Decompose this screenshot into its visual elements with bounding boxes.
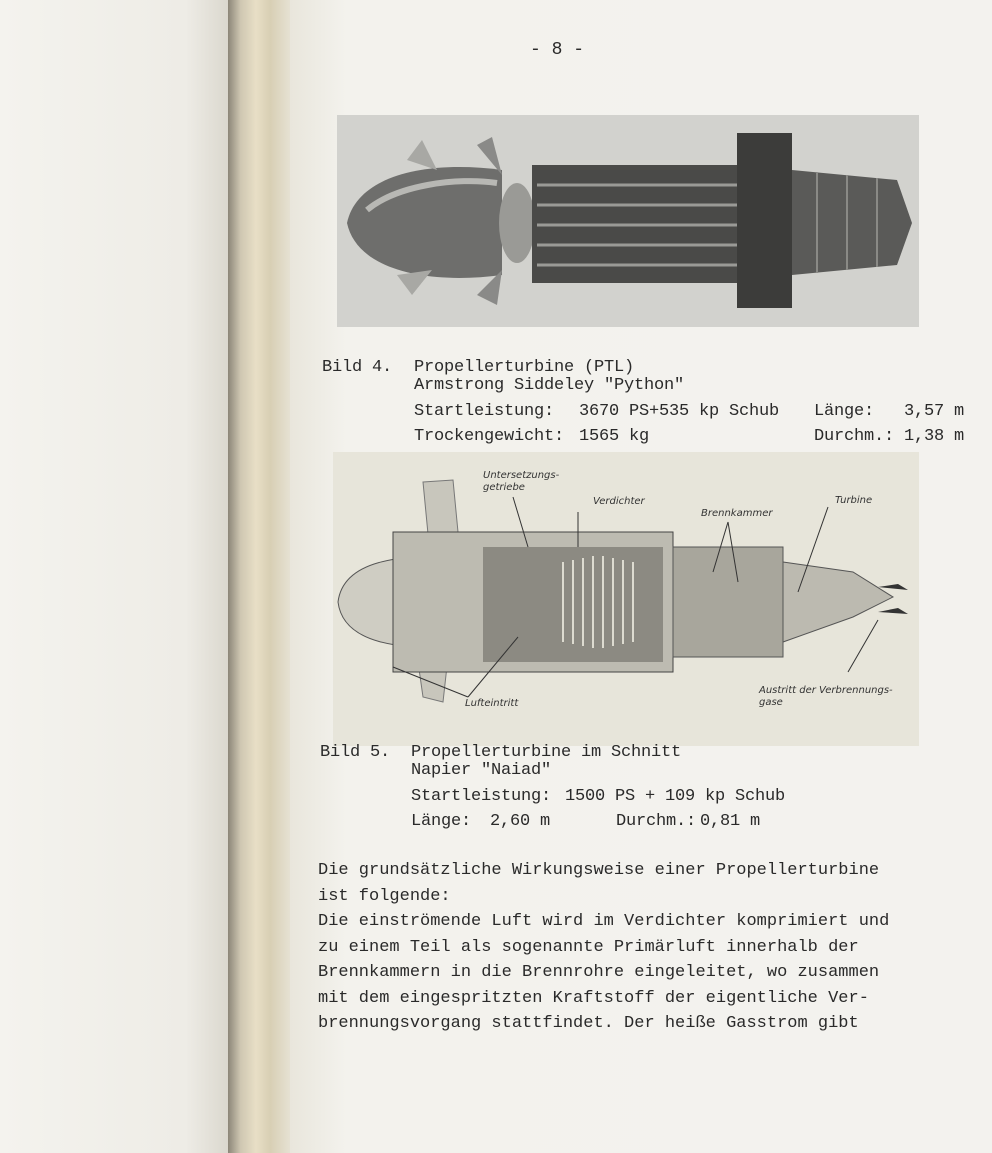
body-line: Die einströmende Luft wird im Verdichter komprimiert und: [318, 912, 890, 931]
figure-4-startleistung-value: 3670 PS+535 kp Schub: [579, 402, 780, 421]
figure-4-laenge-label: Länge:: [814, 402, 875, 421]
figure-4-subtitle: Armstrong Siddeley "Python": [414, 376, 685, 395]
annotation-verdichter: Verdichter: [593, 496, 645, 507]
annotation-lufteintritt: Lufteintritt: [465, 698, 519, 709]
annotation-brennkammer: Brennkammer: [701, 508, 773, 519]
page-number: - 8 -: [530, 40, 585, 60]
body-line: Die grundsätzliche Wirkungsweise einer Propellerturbine: [318, 861, 880, 880]
body-line: mit dem eingespritzten Kraftstoff der eigentliche Ver-: [318, 988, 869, 1008]
figure-4-gewicht-value: 1565 kg: [579, 427, 650, 446]
figure-4-durchm-label: Durchm.:: [814, 427, 895, 446]
body-line: Brennkammern in die Brennrohre eingeleitet, wo zusammen: [318, 963, 880, 982]
figure-4-gewicht-label: Trockengewicht:: [414, 427, 565, 446]
figure-4-durchm-value: 1,38 m: [904, 427, 965, 446]
figure-5-durchm-label: Durchm.:: [616, 812, 697, 831]
figure-5-label: Bild 5.: [320, 743, 391, 762]
figure-4-photo: [337, 115, 919, 327]
figure-4-label: Bild 4.: [322, 358, 393, 377]
annotation-austritt: Austritt der Verbrennungs-: [759, 685, 893, 696]
figure-5-laenge-value: 2,60 m: [490, 812, 551, 831]
figure-4-laenge-value: 3,57 m: [904, 402, 965, 421]
figure-4-startleistung-label: Startleistung:: [414, 402, 555, 421]
facing-page: [0, 0, 232, 1153]
figure-5-cutaway: [333, 452, 919, 746]
annotation-untersetzungsgetriebe-2: getriebe: [483, 482, 525, 493]
figure-5-startleistung-value: 1500 PS + 109 kp Schub: [565, 787, 786, 806]
figure-5-title: Propellerturbine im Schnitt: [411, 743, 682, 762]
figure-4-title: Propellerturbine (PTL): [414, 358, 635, 377]
figure-5-startleistung-label: Startleistung:: [411, 787, 552, 806]
figure-5-subtitle: Napier "Naiad": [411, 761, 552, 780]
body-line: zu einem Teil als sogenannte Primärluft innerhalb der: [318, 937, 859, 957]
body-line: brennungsvorgang stattfindet. Der heiße Gasstrom gibt: [318, 1014, 859, 1033]
book-gutter: [228, 0, 298, 1153]
annotation-austritt-2: gase: [759, 697, 783, 708]
annotation-untersetzungsgetriebe: Untersetzungs-: [483, 470, 560, 481]
annotation-turbine: Turbine: [835, 495, 873, 506]
figure-5-laenge-label: Länge:: [411, 812, 472, 831]
body-text: [318, 858, 889, 1037]
body-line: ist folgende:: [318, 886, 451, 906]
figure-5-durchm-value: 0,81 m: [700, 812, 761, 831]
